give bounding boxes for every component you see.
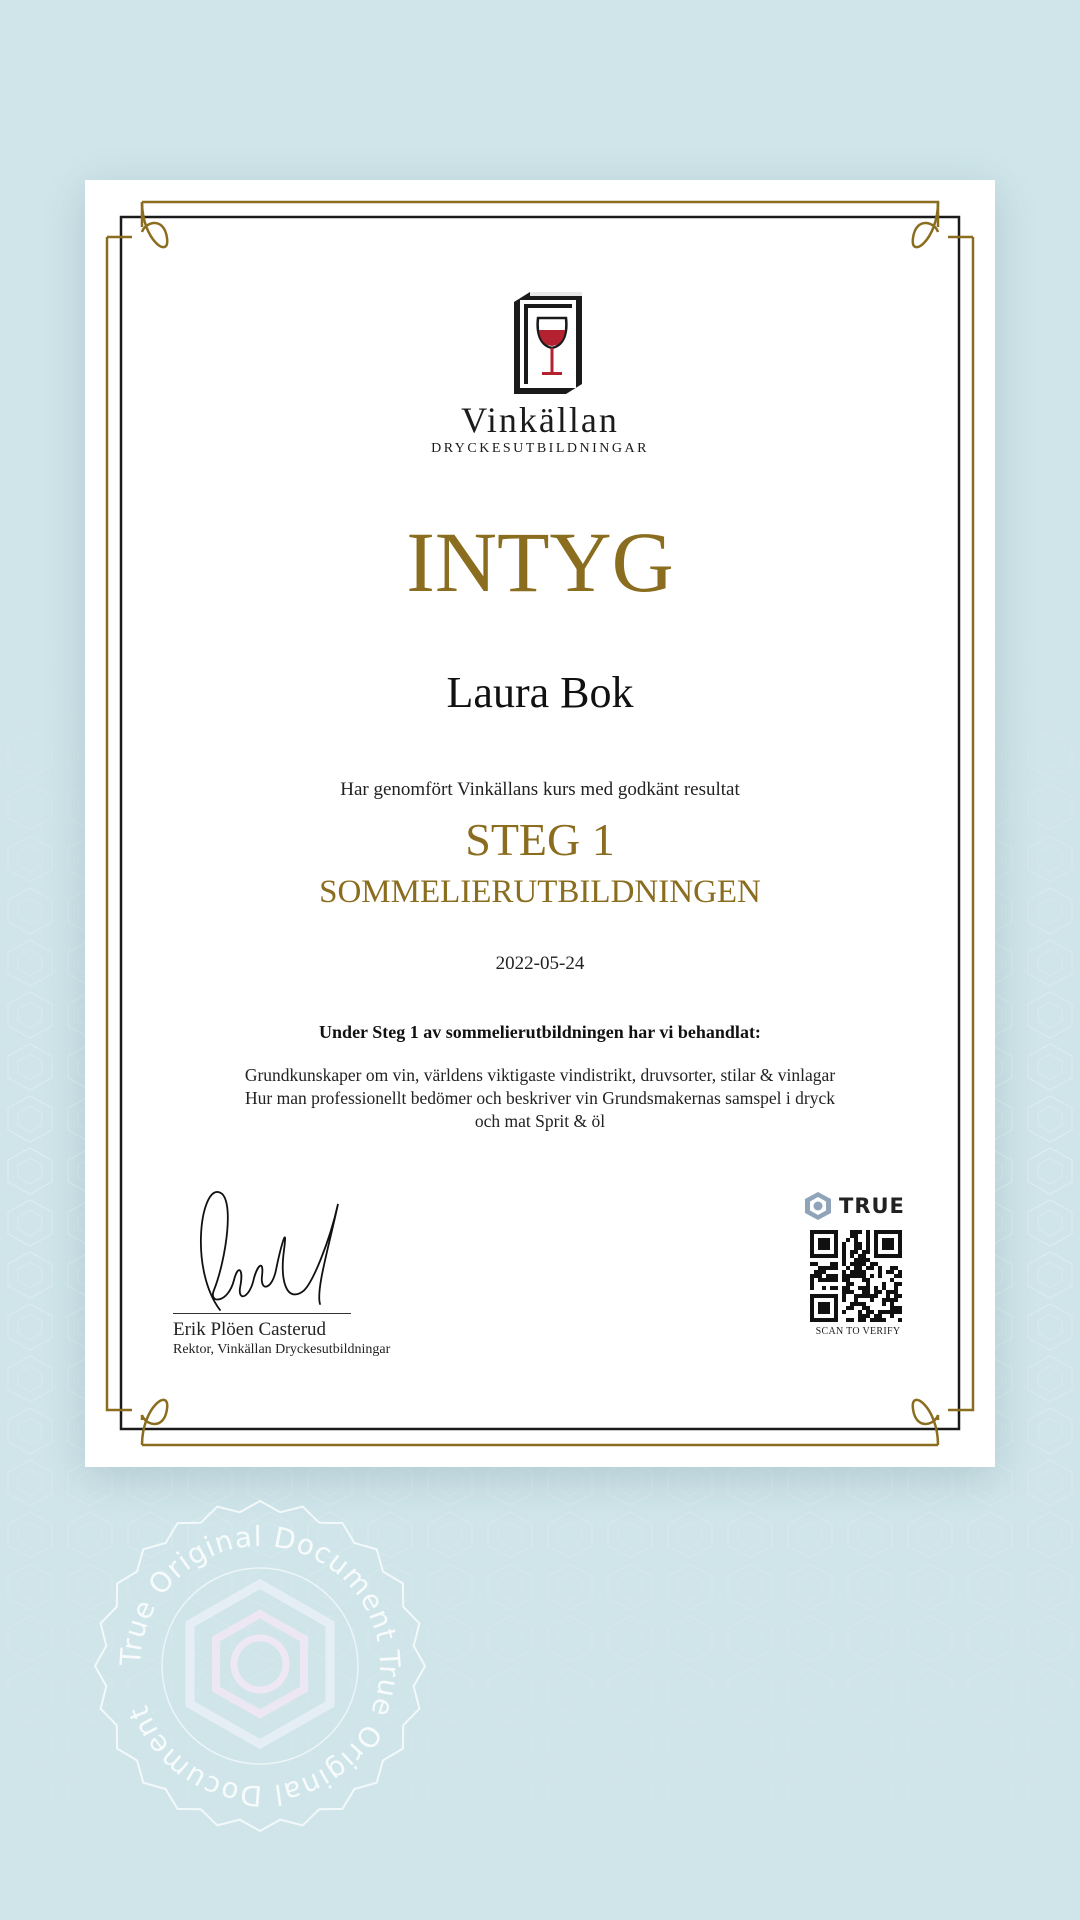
svg-text:True Original Document [114,1520,403,1667]
qr-code[interactable] [810,1230,902,1322]
program-name: SOMMELIERUTBILDNINGEN [319,874,761,910]
true-logo [803,1188,913,1224]
signer-title: Rektor, Vinkällan Dryckesutbildningar [173,1342,391,1357]
recipient-name: Laura Bok [446,668,634,717]
covered-line: och mat Sprit & öl [474,1111,606,1131]
covered-line: Grundkunskaper om vin, världens viktigaste vindistrikt, druvsorter, stilar & vinlagar [244,1065,836,1085]
brand-name: Vinkällan [461,400,619,440]
achievement-text: Har genomfört Vinkällans kurs med godkänt resultat [340,779,740,800]
certificate-title: INTYG [406,514,674,610]
certificate [85,180,995,1467]
seal-text-1: True Original Document [121,1649,407,1813]
course-level: STEG 1 [465,814,615,865]
true-logo-text: TRUE [839,1194,905,1218]
scan-to-verify-label: SCAN TO VERIFY [815,1326,901,1337]
true-original-document-seal [90,1496,430,1836]
covered-heading: Under Steg 1 av sommelierutbildningen har vi behandlat: [319,1022,761,1042]
verification-block [803,1188,913,1337]
signature-line [173,1313,351,1314]
brand-block [85,400,995,458]
true-hexagon-icon [803,1190,833,1222]
covered-topics [185,1064,895,1133]
seal-text-2: True Original Document [113,1519,404,1667]
signature-image [180,1180,350,1315]
certificate-date: 2022-05-24 [495,953,585,974]
covered-line: Hur man professionellt bedömer och beskriver vin Grundsmakernas samspel i dryck [245,1088,835,1108]
signer-name: Erik Plöen Casterud [173,1319,327,1340]
wine-book-logo-icon [500,288,584,404]
brand-subtitle: DRYCKESUTBILDNINGAR [431,441,649,456]
